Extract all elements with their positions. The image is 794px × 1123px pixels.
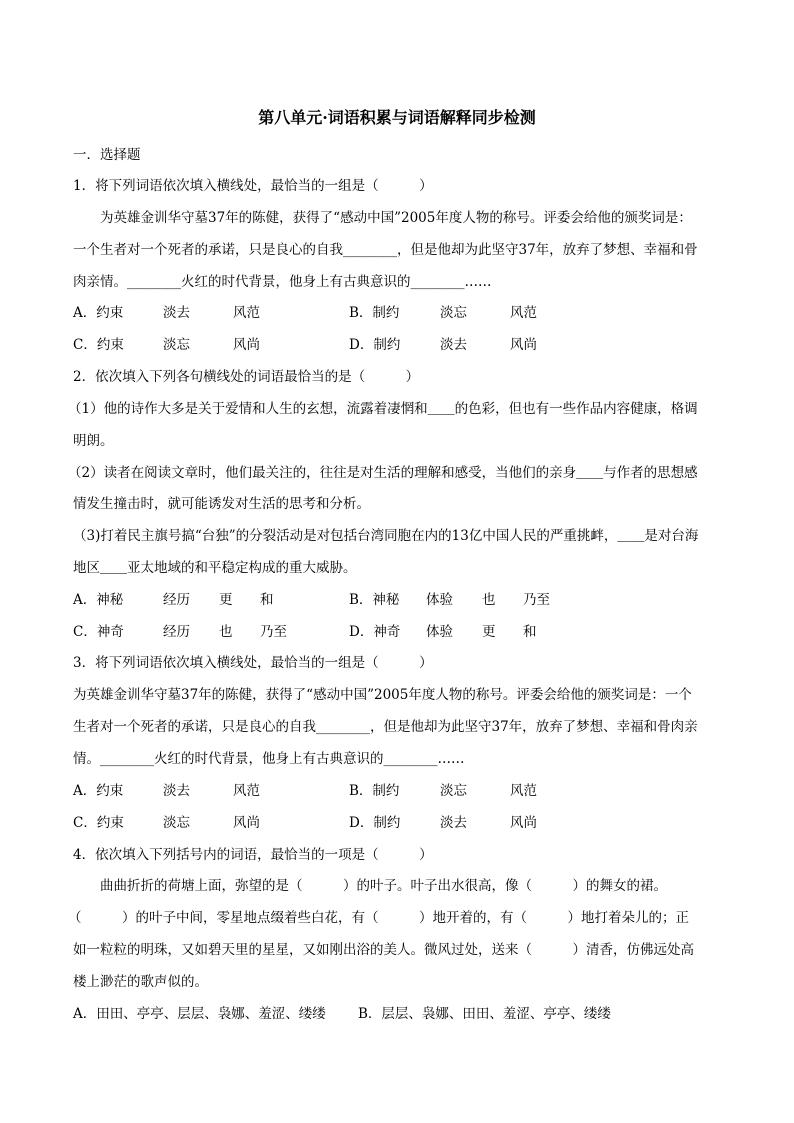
q3-passage-line-1: 为英雄金训华守墓37年的陈健，获得了“感动中国”2005年度人物的称号。评委会给他的颁奖词是：一个 xyxy=(73,687,692,703)
q3-option-d-label: D．制约 xyxy=(349,815,401,831)
q1-option-b-word-3: 风范 xyxy=(510,305,537,321)
q2-option-d-word-4: 和 xyxy=(523,624,537,640)
q3-passage-line-2: 生者对一个死者的承诺，只是良心的自我________，但是他却为此坚守37年，放弃了梦想、幸福和骨肉亲 xyxy=(73,719,698,735)
q2-option-d-word-2: 体验 xyxy=(426,624,453,640)
q3-option-a-label: A．约束 xyxy=(73,783,124,799)
q1-option-c-label: C．约束 xyxy=(73,337,124,353)
q3-option-c-word-2: 淡忘 xyxy=(163,815,190,831)
q2-option-a-word-2: 经历 xyxy=(163,592,190,608)
q2-stem: 2．依次填入下列各句横线处的词语最恰当的是（ ） xyxy=(73,369,420,385)
q1-option-d-word-3: 风尚 xyxy=(510,337,537,353)
q2-option-b-word-3: 也 xyxy=(482,592,496,608)
q1-option-a-word-3: 风范 xyxy=(233,305,260,321)
q1-stem: 1．将下列词语依次填入横线处，最恰当的一组是（ ） xyxy=(73,178,433,194)
q3-option-c-word-3: 风尚 xyxy=(233,815,260,831)
q3-stem: 3．将下列词语依次填入横线处，最恰当的一组是（ ） xyxy=(73,655,433,671)
q2-sentence-1-line-1: （1）他的诗作大多是关于爱情和人生的玄想，流露着凄惘和＿＿的色彩，但也有一些作品内容健康，格调 xyxy=(68,401,698,417)
q4-option-b[interactable]: B．层层、袅娜、田田、羞涩、亭亭、缕缕 xyxy=(358,1006,611,1022)
q3-option-c-label: C．约束 xyxy=(73,815,124,831)
q2-option-d-label: D．神奇 xyxy=(349,624,401,640)
q1-option-c-word-2: 淡忘 xyxy=(163,337,190,353)
q4-passage-line-1: 曲曲折折的荷塘上面，弥望的是（ ）的叶子。叶子出水很高，像（ ）的舞女的裙。 xyxy=(100,878,667,894)
q2-option-b-word-4: 乃至 xyxy=(523,592,550,608)
q1-passage-line-3: 肉亲情。________火红的时代背景，他身上有古典意识的________…… xyxy=(73,274,492,290)
q2-sentence-3-line-2: 地区＿＿亚太地域的和平稳定构成的重大威胁。 xyxy=(73,560,357,576)
q1-option-a-label: A．约束 xyxy=(73,305,124,321)
q3-option-b-word-3: 风范 xyxy=(510,783,537,799)
q1-option-a-word-2: 淡去 xyxy=(163,305,190,321)
q2-sentence-1-line-2: 明朗。 xyxy=(73,433,114,449)
q3-option-a-word-3: 风范 xyxy=(233,783,260,799)
q1-option-b-label: B．制约 xyxy=(349,305,400,321)
q1-option-c-word-3: 风尚 xyxy=(233,337,260,353)
section-heading: 一．选择题 xyxy=(73,147,141,163)
q4-passage-line-2: （ ）的叶子中间，零星地点缀着些白花，有（ ）地开着的，有（ ）地打着朵儿的；正 xyxy=(68,910,689,926)
q1-passage-line-2: 一个生者对一个死者的承诺，只是良心的自我________，但是他却为此坚守37年，放弃了梦想、幸福和骨 xyxy=(73,242,698,258)
q3-option-b-label: B．制约 xyxy=(349,783,400,799)
q1-option-b-word-2: 淡忘 xyxy=(440,305,467,321)
q1-option-d-label: D．制约 xyxy=(349,337,401,353)
q2-sentence-2-line-1: （2）读者在阅读文章时，他们最关注的，往往是对生活的理解和感受，当他们的亲身＿＿与作者的思想感 xyxy=(68,465,698,481)
q4-passage-line-3: 如一粒粒的明珠，又如碧天里的星星，又如刚出浴的美人。微风过处，送来（ ）清香，仿佛远处高 xyxy=(73,942,694,958)
q2-sentence-2-line-2: 情发生撞击时，就可能诱发对生活的思考和分析。 xyxy=(73,496,370,512)
q3-option-d-word-3: 风尚 xyxy=(510,815,537,831)
q1-option-d-word-2: 淡去 xyxy=(440,337,467,353)
q2-option-b-label: B．神秘 xyxy=(349,592,400,608)
q3-option-b-word-2: 淡忘 xyxy=(440,783,467,799)
q2-option-c-word-3: 也 xyxy=(219,624,233,640)
q2-option-a-word-4: 和 xyxy=(260,592,274,608)
q2-option-d-word-3: 更 xyxy=(482,624,496,640)
q3-option-d-word-2: 淡去 xyxy=(440,815,467,831)
q2-sentence-3-line-1: （3)打着民主旗号搞“台独”的分裂活动是对包括台湾同胞在内的13亿中国人民的严重挑衅，＿＿是对台海 xyxy=(73,528,699,544)
q1-passage-line-1: 为英雄金训华守墓37年的陈健，获得了“感动中国”2005年度人物的称号。评委会给他的颁奖词是： xyxy=(100,210,692,226)
q4-passage-line-4: 楼上渺茫的歌声似的。 xyxy=(73,974,208,990)
q2-option-c-label: C．神奇 xyxy=(73,624,124,640)
q3-option-a-word-2: 淡去 xyxy=(163,783,190,799)
q2-option-a-label: A．神秘 xyxy=(73,592,124,608)
q4-stem: 4．依次填入下列括号内的词语，最恰当的一项是（ ） xyxy=(73,847,433,863)
q2-option-c-word-2: 经历 xyxy=(163,624,190,640)
q3-passage-line-3: 情。________火红的时代背景，他身上有古典意识的________…… xyxy=(73,751,465,767)
q2-option-b-word-2: 体验 xyxy=(426,592,453,608)
q4-option-a[interactable]: A．田田、亭亭、层层、袅娜、羞涩、缕缕 xyxy=(73,1006,326,1022)
q2-option-c-word-4: 乃至 xyxy=(260,624,287,640)
q2-option-a-word-3: 更 xyxy=(219,592,233,608)
page-title: 第八单元·词语积累与词语解释同步检测 xyxy=(258,108,536,127)
